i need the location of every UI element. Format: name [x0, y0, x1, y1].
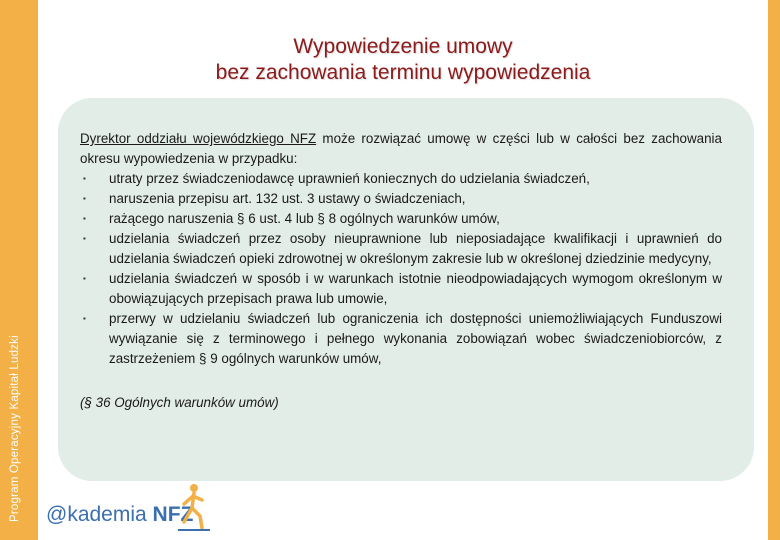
logo-suffix: NFZ [152, 503, 194, 526]
intro-authority: Dyrektor oddziału wojewódzkiego NFZ [80, 131, 317, 146]
page-title [38, 34, 768, 86]
list-item: ▪ naruszenia przepisu art. 132 ust. 3 ustawy o świadczeniach, [80, 189, 722, 209]
left-decorative-band [0, 0, 38, 540]
list-item: ▪ utraty przez świadczeniodawcę uprawnień koniecznych do udzielania świadczeń, [80, 169, 722, 189]
logo-prefix: @kademia [46, 503, 147, 526]
program-label: Program Operacyjny Kapitał Ludzki [9, 335, 21, 522]
list-item: ▪ rażącego naruszenia § 6 ust. 4 lub § 8 ogólnych warunków umów, [80, 209, 722, 229]
intro-text: może rozwiązać umowę w części lub w całości bez zachowania okresu wypowiedzenia w przypadku: [80, 131, 722, 166]
title-line-1: Wypowiedzenie umowy [293, 35, 513, 58]
list-item: ▪ udzielania świadczeń przez osoby nieuprawnione lub nieposiadające kwalifikacji i uprawnień do udzielania świadczeń opieki zdrowotnej w określonym zakresie lub w określonej dziedzinie medycyny, [80, 229, 722, 269]
akademia-nfz-logo [44, 480, 214, 536]
intro-paragraph [80, 129, 722, 169]
citation: (§ 36 Ogólnych warunków umów) [80, 395, 279, 410]
right-decorative-band [768, 0, 780, 540]
title-line-2: bez zachowania terminu wypowiedzenia [215, 61, 591, 84]
list-item: ▪ przerwy w udzielaniu świadczeń lub ograniczenia ich dostępności uniemożliwiających Funduszowi wywiązanie się z terminowego i pełnego wykonania zobowiązań wobec świadczeniobiorców, z zastrzeżeniem § 9 ogólnych warunków umów, [80, 309, 722, 369]
logo-text [46, 503, 193, 527]
content-body [80, 129, 722, 413]
list-item: ▪ udzielania świadczeń w sposób i w warunkach istotnie nieodpowiadających wymogom określonym w obowiązujących przepisach prawa lub umowie, [80, 269, 722, 309]
walking-person-icon [174, 482, 214, 534]
conditions-list [80, 169, 722, 369]
